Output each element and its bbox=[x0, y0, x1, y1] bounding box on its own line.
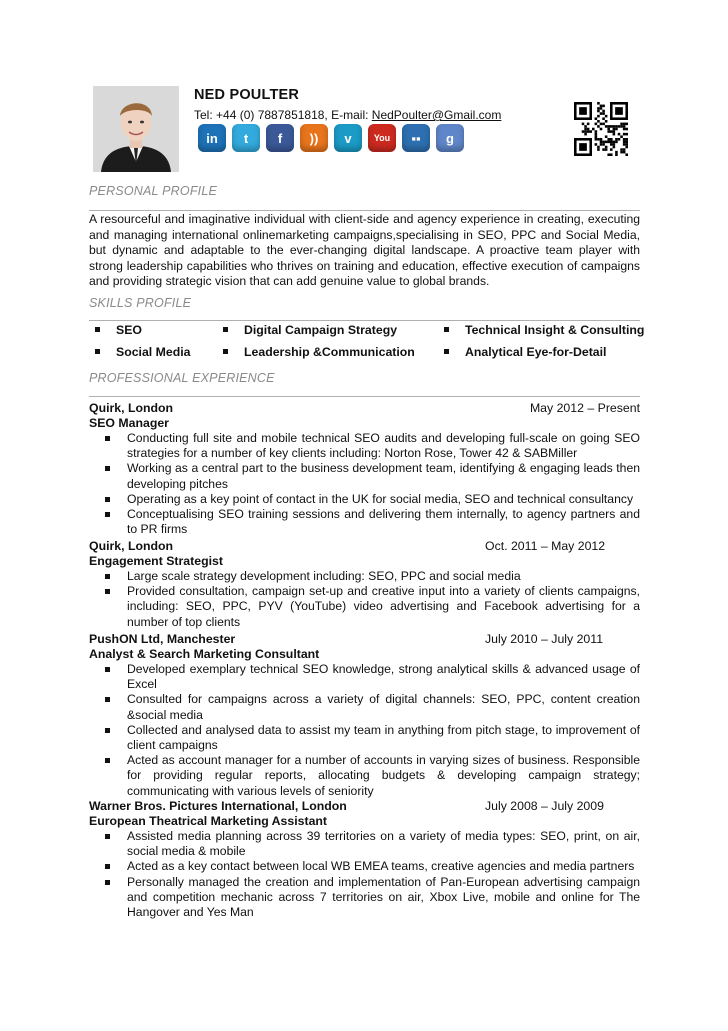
job-bullet: Conceptualising SEO training sessions and delivering them internally, to agency partners and to PR firms bbox=[89, 507, 640, 537]
qr-code-icon bbox=[574, 102, 628, 156]
job-bullet: Provided consultation, campaign set-up and creative input into a variety of clients campaigns, including: SEO, PPC, PYV (YouTube) video advertising and Facebook advertising for a number of top clients bbox=[89, 584, 640, 630]
vimeo-icon[interactable]: v bbox=[334, 124, 362, 152]
skill-item bbox=[223, 345, 415, 359]
profile-line: A resourceful and imaginative individual with client-side and agency experience in creating, executing bbox=[89, 212, 640, 226]
contact-line bbox=[194, 108, 501, 122]
skill-item bbox=[444, 323, 644, 337]
job-entry bbox=[89, 632, 640, 799]
skill-label: SEO bbox=[116, 323, 142, 337]
skill-label: Technical Insight & Consulting bbox=[465, 323, 645, 337]
skill-label: Analytical Eye-for-Detail bbox=[465, 345, 607, 359]
profile-line: strong leadership capabilities who thrives on training and education, effective execution of campaigns bbox=[89, 258, 640, 273]
section-divider bbox=[89, 210, 640, 211]
skills-row bbox=[89, 345, 649, 367]
job-header bbox=[89, 632, 640, 647]
bullet-square-icon bbox=[444, 327, 449, 332]
social-icons bbox=[198, 124, 464, 152]
job-title: European Theatrical Marketing Assistant bbox=[89, 814, 328, 828]
job-bullet: Collected and analysed data to assist my team in anything from pitch stage, to improvement of client campaigns bbox=[89, 723, 640, 753]
contact-phone: Tel: +44 (0) 7887851818, E-mail: bbox=[194, 108, 372, 122]
job-entry bbox=[89, 401, 640, 537]
job-bullets bbox=[89, 662, 640, 799]
skill-label: Social Media bbox=[116, 345, 191, 359]
skills-grid bbox=[89, 323, 649, 367]
job-company: Quirk, London bbox=[89, 401, 174, 415]
profile-text bbox=[89, 212, 640, 290]
skill-item bbox=[95, 323, 142, 337]
bullet-square-icon bbox=[223, 327, 228, 332]
job-company: Warner Bros. Pictures International, London bbox=[89, 799, 347, 813]
section-divider bbox=[89, 320, 640, 321]
job-title: Analyst & Search Marketing Consultant bbox=[89, 647, 320, 661]
job-bullet: Operating as a key point of contact in the UK for social media, SEO and technical consultancy bbox=[89, 492, 640, 507]
candidate-name: NED POULTER bbox=[194, 87, 300, 103]
section-title-personal: PERSONAL PROFILE bbox=[89, 184, 218, 198]
job-entry bbox=[89, 539, 640, 630]
job-bullet: Personally managed the creation and implementation of Pan-European advertising campaign and competition mechanic across 7 territories on air, Xbox Live, mobile and online for The Hangover and Yes Man bbox=[89, 875, 640, 921]
job-bullet: Conducting full site and mobile technical SEO audits and developing full-scale on going SEO strategies for a number of key clients including: Norton Rose, Tower 42 & SABMiller bbox=[89, 431, 640, 461]
email-link[interactable]: NedPoulter@Gmail.com bbox=[371, 108, 502, 122]
google-icon[interactable]: g bbox=[436, 124, 464, 152]
job-title: Engagement Strategist bbox=[89, 554, 223, 568]
section-title-experience: PROFESSIONAL EXPERIENCE bbox=[89, 371, 275, 385]
profile-line: but dynamic and adaptable to the ever-changing digital landscape. A proactive team player with bbox=[89, 243, 640, 258]
job-date: Oct. 2011 – May 2012 bbox=[485, 539, 606, 553]
job-bullet: Assisted media planning across 39 territories on a variety of media types: SEO, print, on air, social media & mobile bbox=[89, 829, 640, 859]
person-portrait-icon bbox=[93, 86, 179, 172]
linkedin-icon[interactable]: in bbox=[198, 124, 226, 152]
section-title-skills: SKILLS PROFILE bbox=[89, 296, 192, 310]
job-bullet: Working as a central part to the business development team, identifying & engaging leads then developing pitches bbox=[89, 461, 640, 491]
bullet-square-icon bbox=[95, 349, 100, 354]
job-bullet: Developed exemplary technical SEO knowledge, strong analytical skills & advanced usage of Excel bbox=[89, 662, 640, 692]
job-bullet: Acted as account manager for a number of accounts in varying sizes of business. Responsible for providing regular reports, allocating budgets & developing campaign strategy; communicating with various levels of seniority bbox=[89, 753, 640, 799]
job-bullet: Acted as a key contact between local WB EMEA teams, creative agencies and media partners bbox=[89, 859, 640, 874]
profile-photo bbox=[93, 86, 179, 172]
bullet-square-icon bbox=[223, 349, 228, 354]
job-date: July 2010 – July 2011 bbox=[485, 632, 604, 646]
job-entry bbox=[89, 799, 640, 920]
facebook-icon[interactable]: f bbox=[266, 124, 294, 152]
job-title: SEO Manager bbox=[89, 416, 169, 430]
skill-item bbox=[95, 345, 191, 359]
job-company: Quirk, London bbox=[89, 539, 174, 553]
job-bullet: Large scale strategy development including: SEO, PPC and social media bbox=[89, 569, 640, 584]
twitter-icon[interactable]: t bbox=[232, 124, 260, 152]
bullet-square-icon bbox=[444, 349, 449, 354]
job-bullets bbox=[89, 829, 640, 920]
skills-row bbox=[89, 323, 649, 345]
profile-line: and managing international onlinemarketing campaigns,specialising in SEO, PPC and Social Media, bbox=[89, 227, 640, 242]
delicious-icon[interactable]: ▪▪ bbox=[402, 124, 430, 152]
job-header bbox=[89, 799, 640, 814]
job-date: July 2008 – July 2009 bbox=[485, 799, 604, 813]
skill-label: Leadership &Communication bbox=[244, 345, 415, 359]
skill-label: Digital Campaign Strategy bbox=[244, 323, 398, 337]
job-bullets bbox=[89, 569, 640, 630]
youtube-icon[interactable]: You bbox=[368, 124, 396, 152]
skill-item bbox=[223, 323, 397, 337]
section-divider bbox=[89, 396, 640, 397]
job-bullets bbox=[89, 431, 640, 537]
job-bullet: Consulted for campaigns across a variety of digital channels: SEO, PPC, content creation &social media bbox=[89, 692, 640, 722]
job-company: PushON Ltd, Manchester bbox=[89, 632, 236, 646]
rss-icon[interactable]: )) bbox=[300, 124, 328, 152]
job-header bbox=[89, 539, 640, 554]
profile-line: and providing strategic vision that can add genuine value to global brands. bbox=[89, 274, 490, 289]
job-date: May 2012 – Present bbox=[529, 401, 640, 415]
job-header bbox=[89, 401, 640, 416]
skill-item bbox=[444, 345, 606, 359]
bullet-square-icon bbox=[95, 327, 100, 332]
